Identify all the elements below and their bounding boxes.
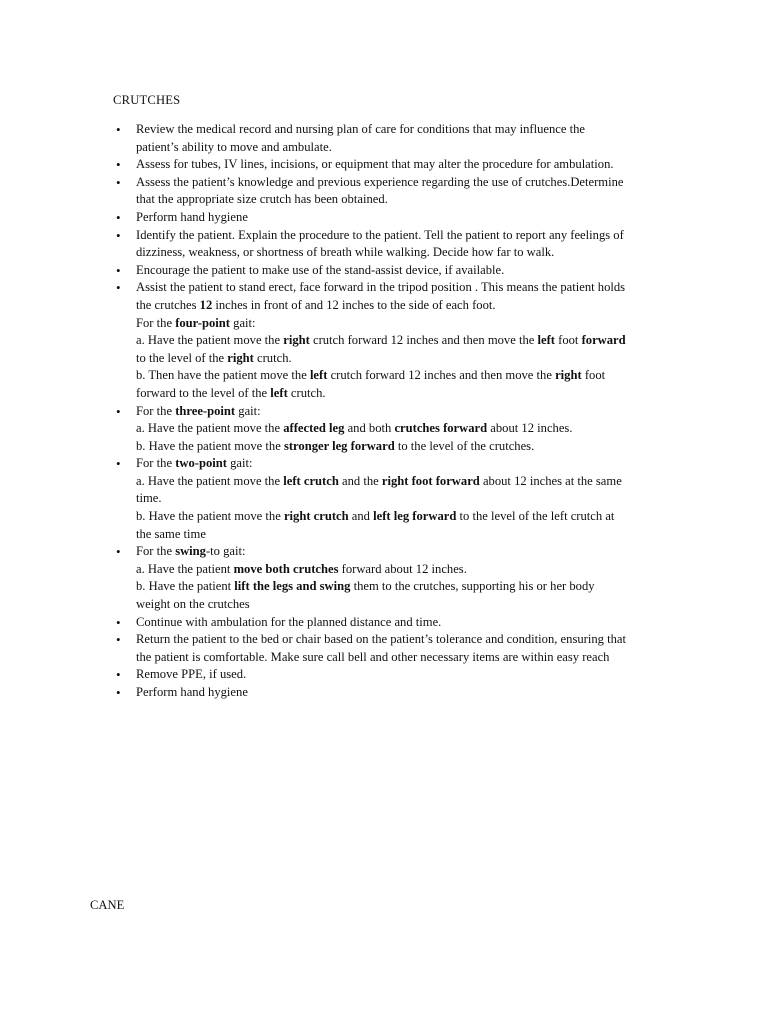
emphasized-text: left <box>309 368 328 383</box>
step-item <box>136 279 684 402</box>
text-segment: a. Have the patient move the <box>136 333 284 348</box>
step-text-line <box>136 139 684 157</box>
step-text-line <box>136 455 684 473</box>
text-segment: Remove PPE, if used. <box>136 667 247 682</box>
text-segment: crutch forward 12 inches and then move the <box>327 368 556 383</box>
emphasized-text: stronger leg forward <box>283 438 395 453</box>
text-segment: Assess for tubes, IV lines, incisions, or equipment that may alter the procedure for ambulation. <box>136 157 614 172</box>
step-item <box>136 455 684 543</box>
step-text-line <box>136 297 684 315</box>
text-segment: to the level of the crutches. <box>394 438 535 453</box>
step-item <box>136 262 684 280</box>
text-segment: crutch forward 12 inches and then move the <box>309 333 538 348</box>
emphasized-text: forward <box>581 333 626 348</box>
text-segment: them to the crutches, supporting his or her body <box>350 579 595 594</box>
emphasized-text: move both crutches <box>233 561 339 576</box>
step-text-line <box>136 631 684 649</box>
emphasized-text: left crutch <box>283 473 339 488</box>
step-text-line <box>136 508 684 526</box>
text-segment: crutch. <box>253 350 292 365</box>
text-segment: forward to the level of the <box>136 385 271 400</box>
step-text-line <box>136 191 684 209</box>
step-text-line <box>136 156 684 174</box>
step-text-line <box>136 350 684 368</box>
text-segment: b. Have the patient <box>136 579 235 594</box>
step-text-line <box>136 262 684 280</box>
step-item <box>136 121 684 156</box>
step-text-line <box>136 438 684 456</box>
text-segment: to the level of the left crutch at <box>456 509 615 524</box>
emphasized-text: two-point <box>175 456 227 471</box>
text-segment: For the <box>136 544 176 559</box>
step-text-line <box>136 649 684 667</box>
step-item <box>136 666 684 684</box>
text-segment: Encourage the patient to make use of the stand-assist device, if available. <box>136 262 505 277</box>
text-segment: weight on the crutches <box>136 597 250 612</box>
step-item <box>136 684 684 702</box>
text-segment: b. Have the patient move the <box>136 438 284 453</box>
step-item <box>136 614 684 632</box>
emphasized-text: lift the legs and swing <box>234 579 351 594</box>
step-item <box>136 209 684 227</box>
step-text-line <box>136 596 684 614</box>
emphasized-text: right <box>227 350 254 365</box>
emphasized-text: three-point <box>175 403 236 418</box>
step-text-line <box>136 473 684 491</box>
text-segment: to the level of the <box>136 350 228 365</box>
text-segment: a. Have the patient move the <box>136 421 284 436</box>
text-segment: and <box>348 509 374 524</box>
text-segment: For the <box>136 403 176 418</box>
step-text-line <box>136 490 684 508</box>
text-segment: For the <box>136 315 176 330</box>
step-text-line <box>136 367 684 385</box>
emphasized-text: 12 <box>199 297 213 312</box>
text-segment: time. <box>136 491 162 506</box>
step-text-line <box>136 684 684 702</box>
text-segment: Perform hand hygiene <box>136 209 248 224</box>
text-segment: about 12 inches. <box>487 421 573 436</box>
step-item <box>136 174 684 209</box>
step-text-line <box>136 420 684 438</box>
emphasized-text: crutches forward <box>394 421 488 436</box>
emphasized-text: left <box>537 333 555 348</box>
step-text-line <box>136 526 684 544</box>
text-segment: Assess the patient’s knowledge and previous experience regarding the use of crutches.Determine <box>136 174 624 189</box>
section-title-crutches: CRUTCHES <box>113 93 181 107</box>
emphasized-text: left <box>270 385 288 400</box>
text-segment: gait: <box>235 403 261 418</box>
text-segment: Perform hand hygiene <box>136 685 248 699</box>
text-segment: b. Have the patient move the <box>136 509 284 524</box>
text-segment: foot <box>554 333 582 348</box>
step-item <box>136 543 684 613</box>
text-segment: b. Then have the patient move the <box>136 368 310 383</box>
step-text-line <box>136 279 684 297</box>
emphasized-text: affected leg <box>283 421 345 436</box>
text-segment: crutch. <box>287 385 326 400</box>
step-text-line <box>136 614 684 632</box>
step-text-line <box>136 543 684 561</box>
text-segment: a. Have the patient move the <box>136 473 284 488</box>
step-item <box>136 631 684 666</box>
step-text-line <box>136 315 684 333</box>
procedure-steps-list <box>136 121 684 702</box>
step-text-line <box>136 174 684 192</box>
step-text-line <box>136 385 684 403</box>
text-segment: and both <box>344 421 395 436</box>
text-segment: inches in front of and 12 inches to the side of each foot. <box>212 297 496 312</box>
text-segment: a. Have the patient <box>136 561 234 576</box>
text-segment: -to gait: <box>205 544 246 559</box>
emphasized-text: right <box>555 368 582 383</box>
step-text-line <box>136 227 684 245</box>
step-text-line <box>136 578 684 596</box>
step-item <box>136 403 684 456</box>
step-item <box>136 227 684 262</box>
text-segment: and the <box>338 473 382 488</box>
text-segment: Assist the patient to stand erect, face forward in the tripod position . This means the patient holds <box>136 280 626 295</box>
step-text-line <box>136 121 684 139</box>
text-segment: Identify the patient. Explain the procedure to the patient. Tell the patient to report any feelings of <box>136 227 624 242</box>
text-segment: For the <box>136 456 176 471</box>
text-segment: gait: <box>230 315 256 330</box>
text-segment: Return the patient to the bed or chair based on the patient’s tolerance and condition, ensuring that <box>136 632 626 647</box>
step-text-line <box>136 209 684 227</box>
text-segment: foot <box>581 368 606 383</box>
text-segment: Continue with ambulation for the planned distance and time. <box>136 614 442 629</box>
emphasized-text: four-point <box>175 315 230 330</box>
emphasized-text: right foot forward <box>381 473 480 488</box>
text-segment: that the appropriate size crutch has been obtained. <box>136 192 388 207</box>
text-segment: about 12 inches at the same <box>479 473 622 488</box>
emphasized-text: right <box>283 333 310 348</box>
text-segment: dizziness, weakness, or shortness of breath while walking. Decide how far to walk. <box>136 245 555 260</box>
emphasized-text: right crutch <box>283 509 349 524</box>
emphasized-text: left leg forward <box>373 509 457 524</box>
emphasized-text: swing <box>175 544 206 559</box>
text-segment: gait: <box>226 456 253 471</box>
text-segment: Review the medical record and nursing plan of care for conditions that may influence the <box>136 122 586 136</box>
step-text-line <box>136 332 684 350</box>
text-segment: the patient is comfortable. Make sure call bell and other necessary items are within easy reach <box>136 649 610 664</box>
step-text-line <box>136 561 684 579</box>
text-segment: forward about 12 inches. <box>338 561 467 576</box>
section-title-cane: CANE <box>90 898 125 912</box>
text-segment: the same time <box>136 526 206 541</box>
step-text-line <box>136 666 684 684</box>
text-segment: the crutches <box>136 297 200 312</box>
step-text-line <box>136 244 684 262</box>
text-segment: patient’s ability to move and ambulate. <box>136 139 332 154</box>
step-item <box>136 156 684 174</box>
step-text-line <box>136 403 684 421</box>
